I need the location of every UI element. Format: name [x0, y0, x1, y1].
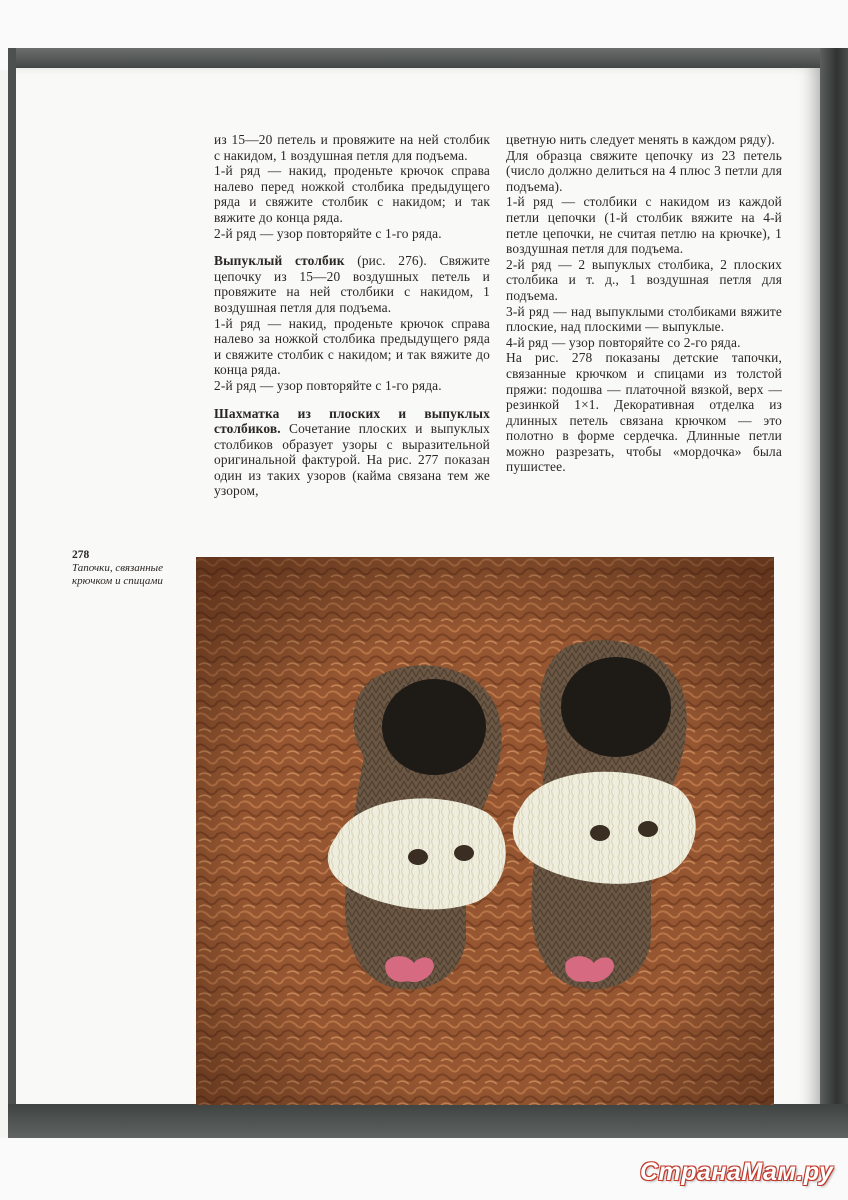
figure-caption-text: Тапочки, связанные крючком и спицами [72, 562, 163, 587]
paragraph-section [214, 406, 490, 500]
book-cover-right-edge [820, 48, 848, 1128]
paragraph: 2-й ряд — 2 выпуклых столбика, 2 плоских столбика и т. д., 1 воздушная петля для подъема. [506, 256, 782, 303]
paragraph: цветную нить следует менять в каждом ряду). [506, 132, 775, 147]
text-column-right [506, 132, 782, 475]
paragraph: 4-й ряд — узор повторяйте со 2-го ряда. [506, 334, 741, 350]
paragraph: из 15—20 петель и провяжите на ней столбик с накидом, 1 воздушная петля для подъема. [214, 132, 490, 163]
paragraph: 3-й ряд — над выпуклыми столбиками вяжите плоские, над плоскими — выпуклые. [506, 303, 782, 335]
slippers-photo [196, 557, 774, 1105]
section-heading: Шахматка из плоских и выпуклых столбиков. [214, 405, 490, 437]
section-text: (рис. 276). Свяжите цепочку из 15—20 воздушных петель и провяжите на ней столбики с накидом, 1 воздушная петля для подъема. [214, 253, 491, 315]
book-cover-bottom-edge [8, 1104, 848, 1138]
book-cover-left-edge [8, 48, 16, 1118]
paragraph: 2-й ряд — узор повторяйте с 1-го ряда. [214, 225, 442, 241]
figure-number: 278 [72, 549, 90, 561]
figure-caption [72, 549, 194, 588]
site-watermark: СтранаМам.ру [640, 1158, 834, 1186]
section-text: Сочетание плоских и выпуклых столбиков образует узоры с выразительной оригинальной фактурой. На рис. 277 показан один из таких узоров (кайма связана тем же узором, [214, 421, 490, 499]
paragraph-section [214, 253, 490, 315]
slippers-photo-image [196, 557, 774, 1105]
paragraph: 1-й ряд — накид, проденьте крючок справа налево за ножкой столбика предыдущего ряда и свяжите столбик с накидом; и так вяжите до конца ряда. [214, 315, 490, 378]
paragraph: Для образца свяжите цепочку из 23 петель (число должно делиться на 4 плюс 3 петли для подъема). [506, 147, 782, 194]
paragraph: 2-й ряд — узор повторяйте с 1-го ряда. [214, 377, 442, 393]
paragraph: 1-й ряд — накид, проденьте крючок справа налево перед ножкой столбика предыдущего ряда и свяжите столбик с накидом; и так вяжите до конца ряда. [214, 163, 490, 225]
text-column-left [214, 132, 490, 499]
book-cover-top-edge [8, 48, 848, 70]
paragraph: 1-й ряд — столбики с накидом из каждой петли цепочки (1-й столбик вяжите на 4-й петле цепочки, не считая петлю на крючке), 1 воздушная петля для подъема. [506, 194, 782, 257]
paragraph: На рис. 278 показаны детские тапочки, связанные крючком и спицами из толстой пряжи: подошва — платочной вязкой, верх — резинкой 1×1. Декоративная отделка из длинных петель связана крючком — это полотно в форме сердечка. Длинные петли можно разрезать, чтобы «мордочка» была пушистее. [506, 350, 782, 475]
section-heading: Выпуклый столбик [214, 253, 345, 269]
